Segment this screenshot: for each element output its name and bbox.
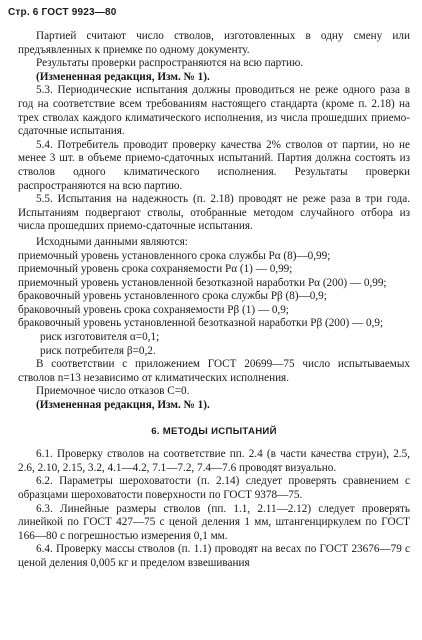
list-item: приемочный уровень установленной безотказной наработки Pα (200) — 0,99; bbox=[18, 276, 387, 289]
paragraph: 5.3. Периодические испытания должны проводиться не реже одного раза в год на соответствие всем требованиям настоящего стандарта (кроме п. 2.18) на трех стволах каждого климатического исполнения, из числа прошедших приемо-сдаточные испытания. bbox=[18, 84, 410, 138]
list-item: браковочный уровень установленного срока службы Pβ (8)—0,9; bbox=[18, 290, 327, 303]
section-heading: 6. МЕТОДЫ ИСПЫТАНИЙ bbox=[151, 425, 277, 437]
amendment-note: (Измененная редакция, Изм. № 1). bbox=[36, 70, 210, 83]
paragraph: Приемочное число отказов C=0. bbox=[36, 385, 190, 398]
list-item: риск потребителя β=0,2. bbox=[40, 344, 156, 357]
amendment-note: (Измененная редакция, Изм. № 1). bbox=[36, 399, 210, 412]
paragraph: 6.1. Проверку стволов на соответствие пп. 2.4 (в части качества струи), 2.5, 2.6, 2.10, 2.15, 3.2, 4.1—4.2, 7.1—7.2, 7.4—7.6 проводят визуально. bbox=[18, 448, 410, 474]
page-content bbox=[18, 30, 410, 571]
paragraph: 5.4. Потребитель проводит проверку качества 2% стволов от партии, но не менее 3 шт. в объеме приемо-сдаточных испытаний. Партия должна состоять из стволов одного климатического исполнения. Результаты проверки распространяются на всю партию. bbox=[18, 138, 410, 192]
paragraph: Партией считают число стволов, изготовленных в одну смену или предъявленных к приемке по одному документу. bbox=[18, 30, 410, 56]
list-item: риск изготовителя α=0,1; bbox=[40, 331, 160, 344]
paragraph: Исходными данными являются: bbox=[36, 235, 188, 248]
paragraph: 5.5. Испытания на надежность (п. 2.18) проводят не реже раза в три года. Испытаниям подвергают стволы, отобранные методом случайного отбора из числа прошедших приемо-сдаточные испытания. bbox=[18, 193, 410, 233]
list-item: приемочный уровень срока сохраняемости Pα (1) — 0,99; bbox=[18, 263, 293, 276]
paragraph: В соответствии с приложением ГОСТ 20699—75 число испытываемых стволов n=13 независимо от климатических исполнения. bbox=[18, 358, 410, 384]
paragraph: 6.4. Проверку массы стволов (п. 1.1) проводят на весах по ГОСТ 23676—79 с ценой деления 0,005 кг и пределом взвешивания bbox=[18, 543, 410, 569]
page-header: Стр. 6 ГОСТ 9923—80 bbox=[8, 7, 117, 18]
paragraph: Результаты проверки распространяются на всю партию. bbox=[36, 57, 304, 70]
list-item: приемочный уровень установленного срока службы Pα (8)—0,99; bbox=[18, 249, 331, 262]
list-item: браковочный уровень срока сохраняемости Pβ (1) — 0,9; bbox=[18, 303, 289, 316]
list-item: браковочный уровень установленной безотказной наработки Pβ (200) — 0,9; bbox=[18, 317, 384, 330]
paragraph: 6.3. Линейные размеры стволов (пп. 1.1, 2.11—2.12) следует проверять линейкой по ГОСТ 427—75 с ценой деления 1 мм, штангенциркулем по ГОСТ 166—80 с погрешностью измерения 0,1 мм. bbox=[18, 502, 410, 542]
paragraph: 6.2. Параметры шероховатости (п. 2.14) следует проверять сравнением с образцами шероховатости поверхности по ГОСТ 9378—75. bbox=[18, 475, 410, 501]
